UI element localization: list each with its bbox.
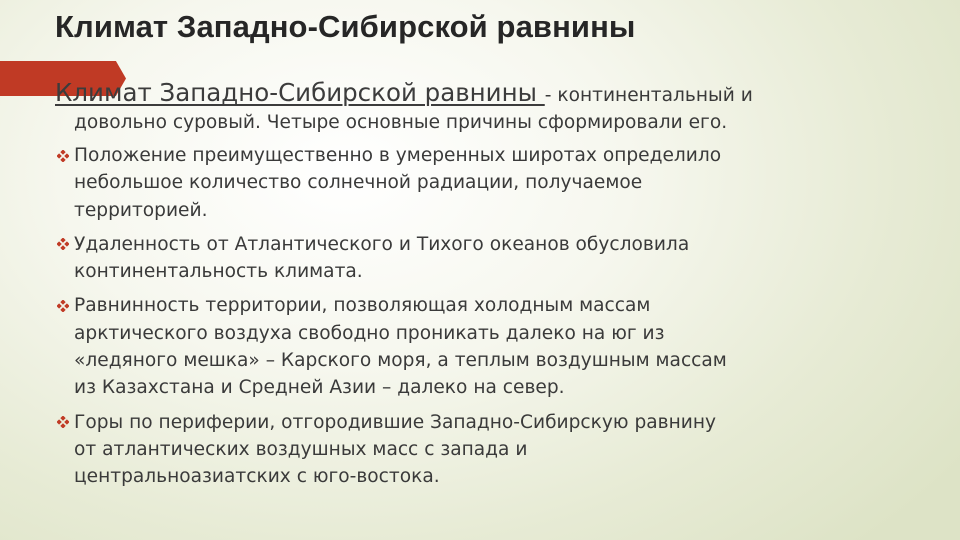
bullet-line: территорией. — [74, 199, 208, 221]
bullet-item — [55, 142, 915, 224]
diamond-bullet-icon — [55, 142, 71, 169]
bullet-line: Удаленность от Атлантического и Тихого океанов обусловила — [74, 233, 690, 255]
lead-text-line1: - континентальный и — [544, 85, 753, 106]
bullet-line: «ледяного мешка» – Карского моря, а теплым воздушным массам — [74, 350, 727, 372]
bullet-line: континентальность климата. — [74, 261, 363, 283]
bullet-line: от атлантических воздушных масс с запада и — [74, 438, 528, 460]
diamond-bullet-icon — [55, 409, 71, 436]
bullet-line: Равнинность территории, позволяющая холодным массам — [74, 295, 651, 317]
bullet-list — [55, 142, 915, 491]
bullet-line: арктического воздуха свободно проникать далеко на юг из — [74, 322, 665, 344]
bullet-item — [55, 292, 915, 401]
slide-title: Климат Западно-Сибирской равнины — [55, 9, 636, 44]
lead-heading: Климат Западно-Сибирской равнины — [55, 78, 545, 107]
bullet-line: центральноазиатских с юго-востока. — [74, 466, 440, 488]
bullet-line: небольшое количество солнечной радиации, получаемое — [74, 172, 643, 194]
bullet-line: из Казахстана и Средней Азии – далеко на север. — [74, 377, 565, 399]
bullet-line: Горы по периферии, отгородившие Западно-Сибирскую равнину — [74, 411, 717, 433]
bullet-item — [55, 231, 915, 286]
bullet-item — [55, 409, 915, 491]
slide-content — [55, 77, 915, 498]
lead-text-line2: довольно суровый. Четыре основные причины сформировали его. — [74, 112, 728, 133]
lead-paragraph — [55, 77, 915, 136]
diamond-bullet-icon — [55, 231, 71, 258]
diamond-bullet-icon — [55, 292, 71, 319]
bullet-line: Положение преимущественно в умеренных широтах определило — [74, 145, 722, 166]
